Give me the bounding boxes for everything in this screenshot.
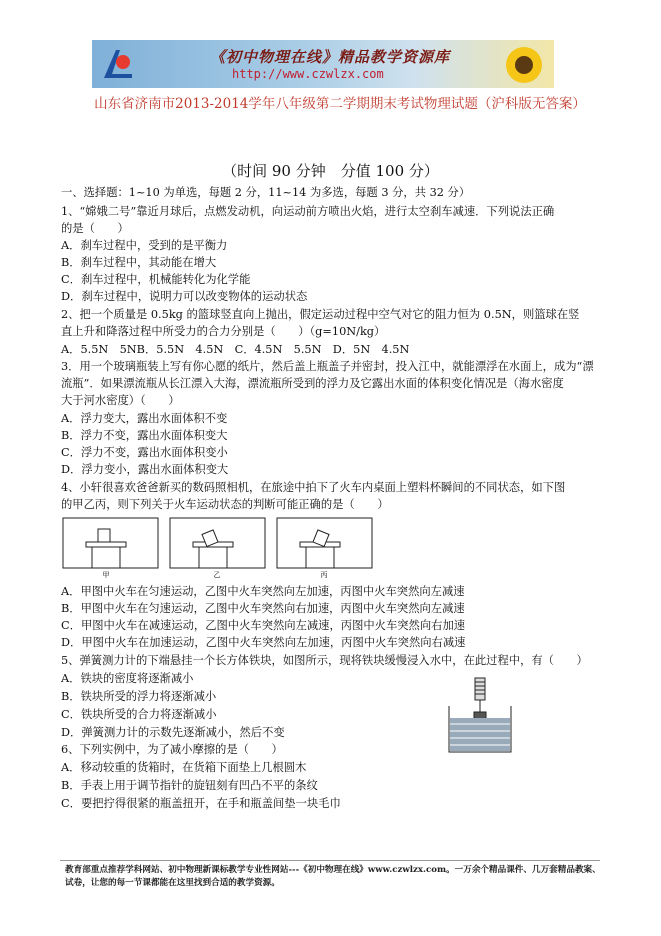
page-footer: 教育部重点推荐学科网站、初中物理新课标教学专业性网站---《初中物理在线》www.czwlzx.com。一万余个精品课件、几万套精品教案、试卷，让您的每一节课都能在这里找到合适的教学资源。: [65, 865, 601, 888]
banner-url: http://www.czwlzx.com: [232, 67, 384, 81]
q1-stem-line2: 的是（ ）: [61, 222, 129, 235]
q4-option-b: B．甲图中火车在匀速运动，乙图中火车突然向右加速，丙图中火车突然向左减速: [61, 602, 465, 615]
q1-option-c: C．刹车过程中，机械能转化为化学能: [61, 273, 251, 286]
figure-label-jia: 甲: [102, 571, 110, 578]
q5-stem-line1: 5、弹簧测力计的下端悬挂一个长方体铁块，如图所示，现将铁块缓慢浸入水中，在此过程中，有（ ）: [61, 654, 588, 667]
q4-option-d: D．甲图中火车在加速运动，乙图中火车突然向左加速，丙图中火车突然向右减速: [61, 636, 466, 649]
q5-option-c: C．铁块所受的合力将逐渐减小: [61, 708, 217, 721]
q4-stem-line2: 的甲乙丙，则下列关于火车运动状态的判断可能正确的是（ ）: [61, 498, 389, 511]
site-logo-icon: [98, 44, 138, 84]
document-title: 山东省济南市2013-2014学年八年级第二学期期末考试物理试题（沪科版无答案）: [94, 96, 586, 112]
q1-option-d: D．刹车过程中，说明力可以改变物体的运动状态: [61, 290, 308, 303]
q3-stem-line3: 大于河水密度）（ ）: [61, 394, 180, 407]
q6-option-b: B．手表上用于调节指针的旋钮刻有凹凸不平的条纹: [61, 779, 318, 792]
banner-title: 《初中物理在线》精品教学资源库: [210, 48, 451, 66]
sunflower-icon: [500, 42, 548, 88]
q3-stem-line2: 流瓶”．如果漂流瓶从长江漂入大海，漂流瓶所受到的浮力及它露出水面的体积变化情况是（海水密度: [61, 377, 564, 390]
q3-option-d: D．浮力变小，露出水面体积变大: [61, 463, 229, 476]
q3-option-c: C．浮力不变，露出水面体积变小: [61, 446, 228, 459]
q2-options: A．5.5N 5NB．5.5N 4.5N C．4.5N 5.5N D．5N 4.5N: [61, 343, 410, 356]
train-cup-figures: [62, 516, 377, 578]
header-banner: [92, 40, 554, 88]
figure-label-yi: 乙: [213, 571, 221, 578]
q4-option-a: A．甲图中火车在匀速运动，乙图中火车突然向左加速，丙图中火车突然向左减速: [61, 585, 465, 598]
q4-stem-line1: 4、小轩很喜欢爸爸新买的数码照相机，在旅途中拍下了火车内桌面上塑料杯瞬间的不同状态，如下图: [61, 481, 566, 494]
q2-stem-line1: 2、把一个质量是 0.5kg 的篮球竖直向上抛出，假定运动过程中空气对它的阻力恒为 0.5N，则篮球在竖: [61, 308, 580, 321]
q4-option-c: C．甲图中火车在减速运动，乙图中火车突然向左减速，丙图中火车突然向右加速: [61, 619, 466, 632]
section-heading: 一、选择题：1~10 为单选，每题 2 分，11~14 为多选，每题 3 分，共 32 分）: [61, 186, 471, 199]
q3-option-a: A．浮力变大，露出水面体积不变: [61, 412, 228, 425]
q6-option-c: C．要把拧得很紧的瓶盖扭开，在手和瓶盖间垫一块毛巾: [61, 797, 341, 810]
exam-time-score: （时间 90 分钟 分值 100 分）: [222, 162, 439, 180]
q1-option-b: B．刹车过程中，其动能在增大: [61, 256, 217, 269]
q5-option-a: A．铁块的密度将逐渐减小: [61, 672, 194, 685]
q3-option-b: B．浮力不变，露出水面体积变大: [61, 429, 228, 442]
q5-option-d: D．弹簧测力计的示数先逐渐减小，然后不变: [61, 726, 285, 739]
q6-stem-line1: 6、下列实例中，为了减小摩擦的是（ ）: [61, 743, 283, 756]
figure-label-bing: 丙: [320, 571, 328, 578]
q6-option-a: A．移动较重的货箱时，在货箱下面垫上几根圆木: [61, 761, 307, 774]
q5-option-b: B．铁块所受的浮力将逐渐减小: [61, 690, 217, 703]
q1-option-a: A．刹车过程中，受到的是平衡力: [61, 239, 228, 252]
spring-scale-figure: [447, 676, 513, 754]
q1-stem-line1: 1、“嫦娥二号”靠近月球后，点燃发动机，向运动前方喷出火焰，进行太空刹车减速．下列说法正确: [61, 205, 555, 218]
q2-stem-line2: 直上升和降落过程中所受力的合力分别是（ ）（g=10N/kg）: [61, 325, 386, 338]
q3-stem-line1: 3．用一个玻璃瓶装上写有你心愿的纸片，然后盖上瓶盖子并密封，投入江中，就能漂浮在水面上，成为“漂: [61, 360, 594, 373]
footer-divider: [60, 860, 600, 861]
